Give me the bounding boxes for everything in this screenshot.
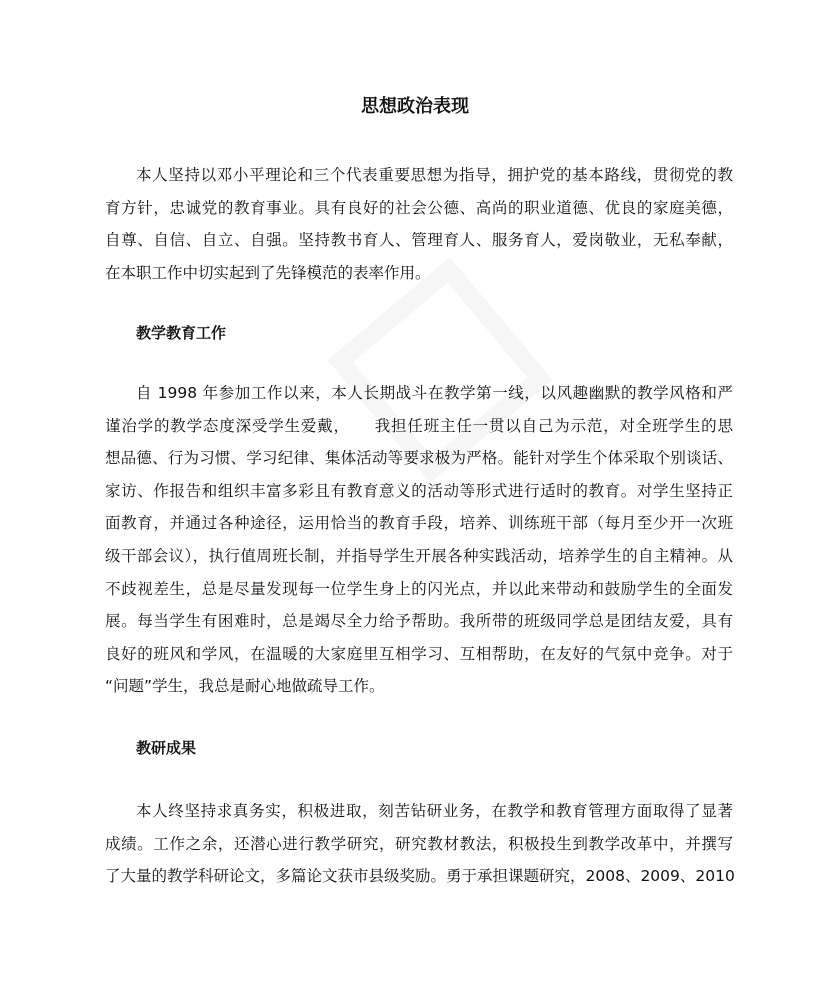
text-line: 想品德、行为习惯、学习纪律、集体活动等要求极为严格。能针对学生个体采取个别谈话、: [105, 449, 733, 468]
text-line: 谨治学的教学态度深受学生爱戴， 我担任班主任一贯以自己为示范，对全班学生的思: [105, 416, 733, 435]
text-line: 家访、作报告和组织丰富多彩且有教育意义的活动等形式进行适时的教育。对学生坚持正: [105, 481, 733, 500]
paragraph-teaching: [105, 377, 733, 703]
text-line: 育方针，忠诚党的教育事业。具有良好的社会公德、高尚的职业道德、优良的家庭美德，: [105, 198, 733, 217]
text-line: 自 1998 年参加工作以来，本人长期战斗在教学第一线，以风趣幽默的教学风格和严: [136, 384, 733, 402]
text-line: 成绩。工作之余，还潜心进行教学研究，研究教材教法，积极投生到教学改革中，并撰写: [105, 834, 733, 853]
text-line: 了大量的教学科研论文，多篇论文获市县级奖励。勇于承担课题研究，2008、2009、2010: [105, 867, 735, 886]
section-heading-teaching: 教学教育工作: [136, 324, 227, 342]
text-line: 不歧视差生，总是尽量发现每一位学生身上的闪光点，并以此来带动和鼓励学生的全面发: [105, 579, 733, 598]
text-line: 本人终坚持求真务实，积极进取，刻苦钻研业务，在教学和教育管理方面取得了显著: [136, 802, 733, 820]
text-line: 在本职工作中切实起到了先锋模范的表率作用。: [105, 263, 431, 282]
text-line: 自尊、自信、自立、自强。坚持教书育人、管理育人、服务育人，爱岗敬业，无私奉献，: [105, 231, 733, 250]
text-line: 良好的班风和学风，在温暖的大家庭里互相学习、互相帮助，在友好的气氛中竞争。对于: [105, 644, 733, 663]
paragraph-research: [105, 795, 733, 893]
section-heading-research: 教研成果: [136, 739, 197, 757]
text-line: 本人坚持以邓小平理论和三个代表重要思想为指导，拥护党的基本路线，贯彻党的教: [136, 166, 733, 184]
text-line: 面教育，并通过各种途径，运用恰当的教育手段，培养、训练班干部（每月至少开一次班: [105, 514, 733, 533]
text-line: “问题”学生，我总是耐心地做疏导工作。: [105, 677, 385, 696]
text-line: 展。每当学生有困难时，总是竭尽全力给予帮助。我所带的班级同学总是团结友爱，具有: [105, 612, 733, 631]
text-line: 级干部会议），执行值周班长制，并指导学生开展各种实践活动，培养学生的自主精神。从: [105, 546, 733, 565]
paragraph-political: [105, 159, 733, 289]
page-title: 思想政治表现: [361, 96, 469, 117]
